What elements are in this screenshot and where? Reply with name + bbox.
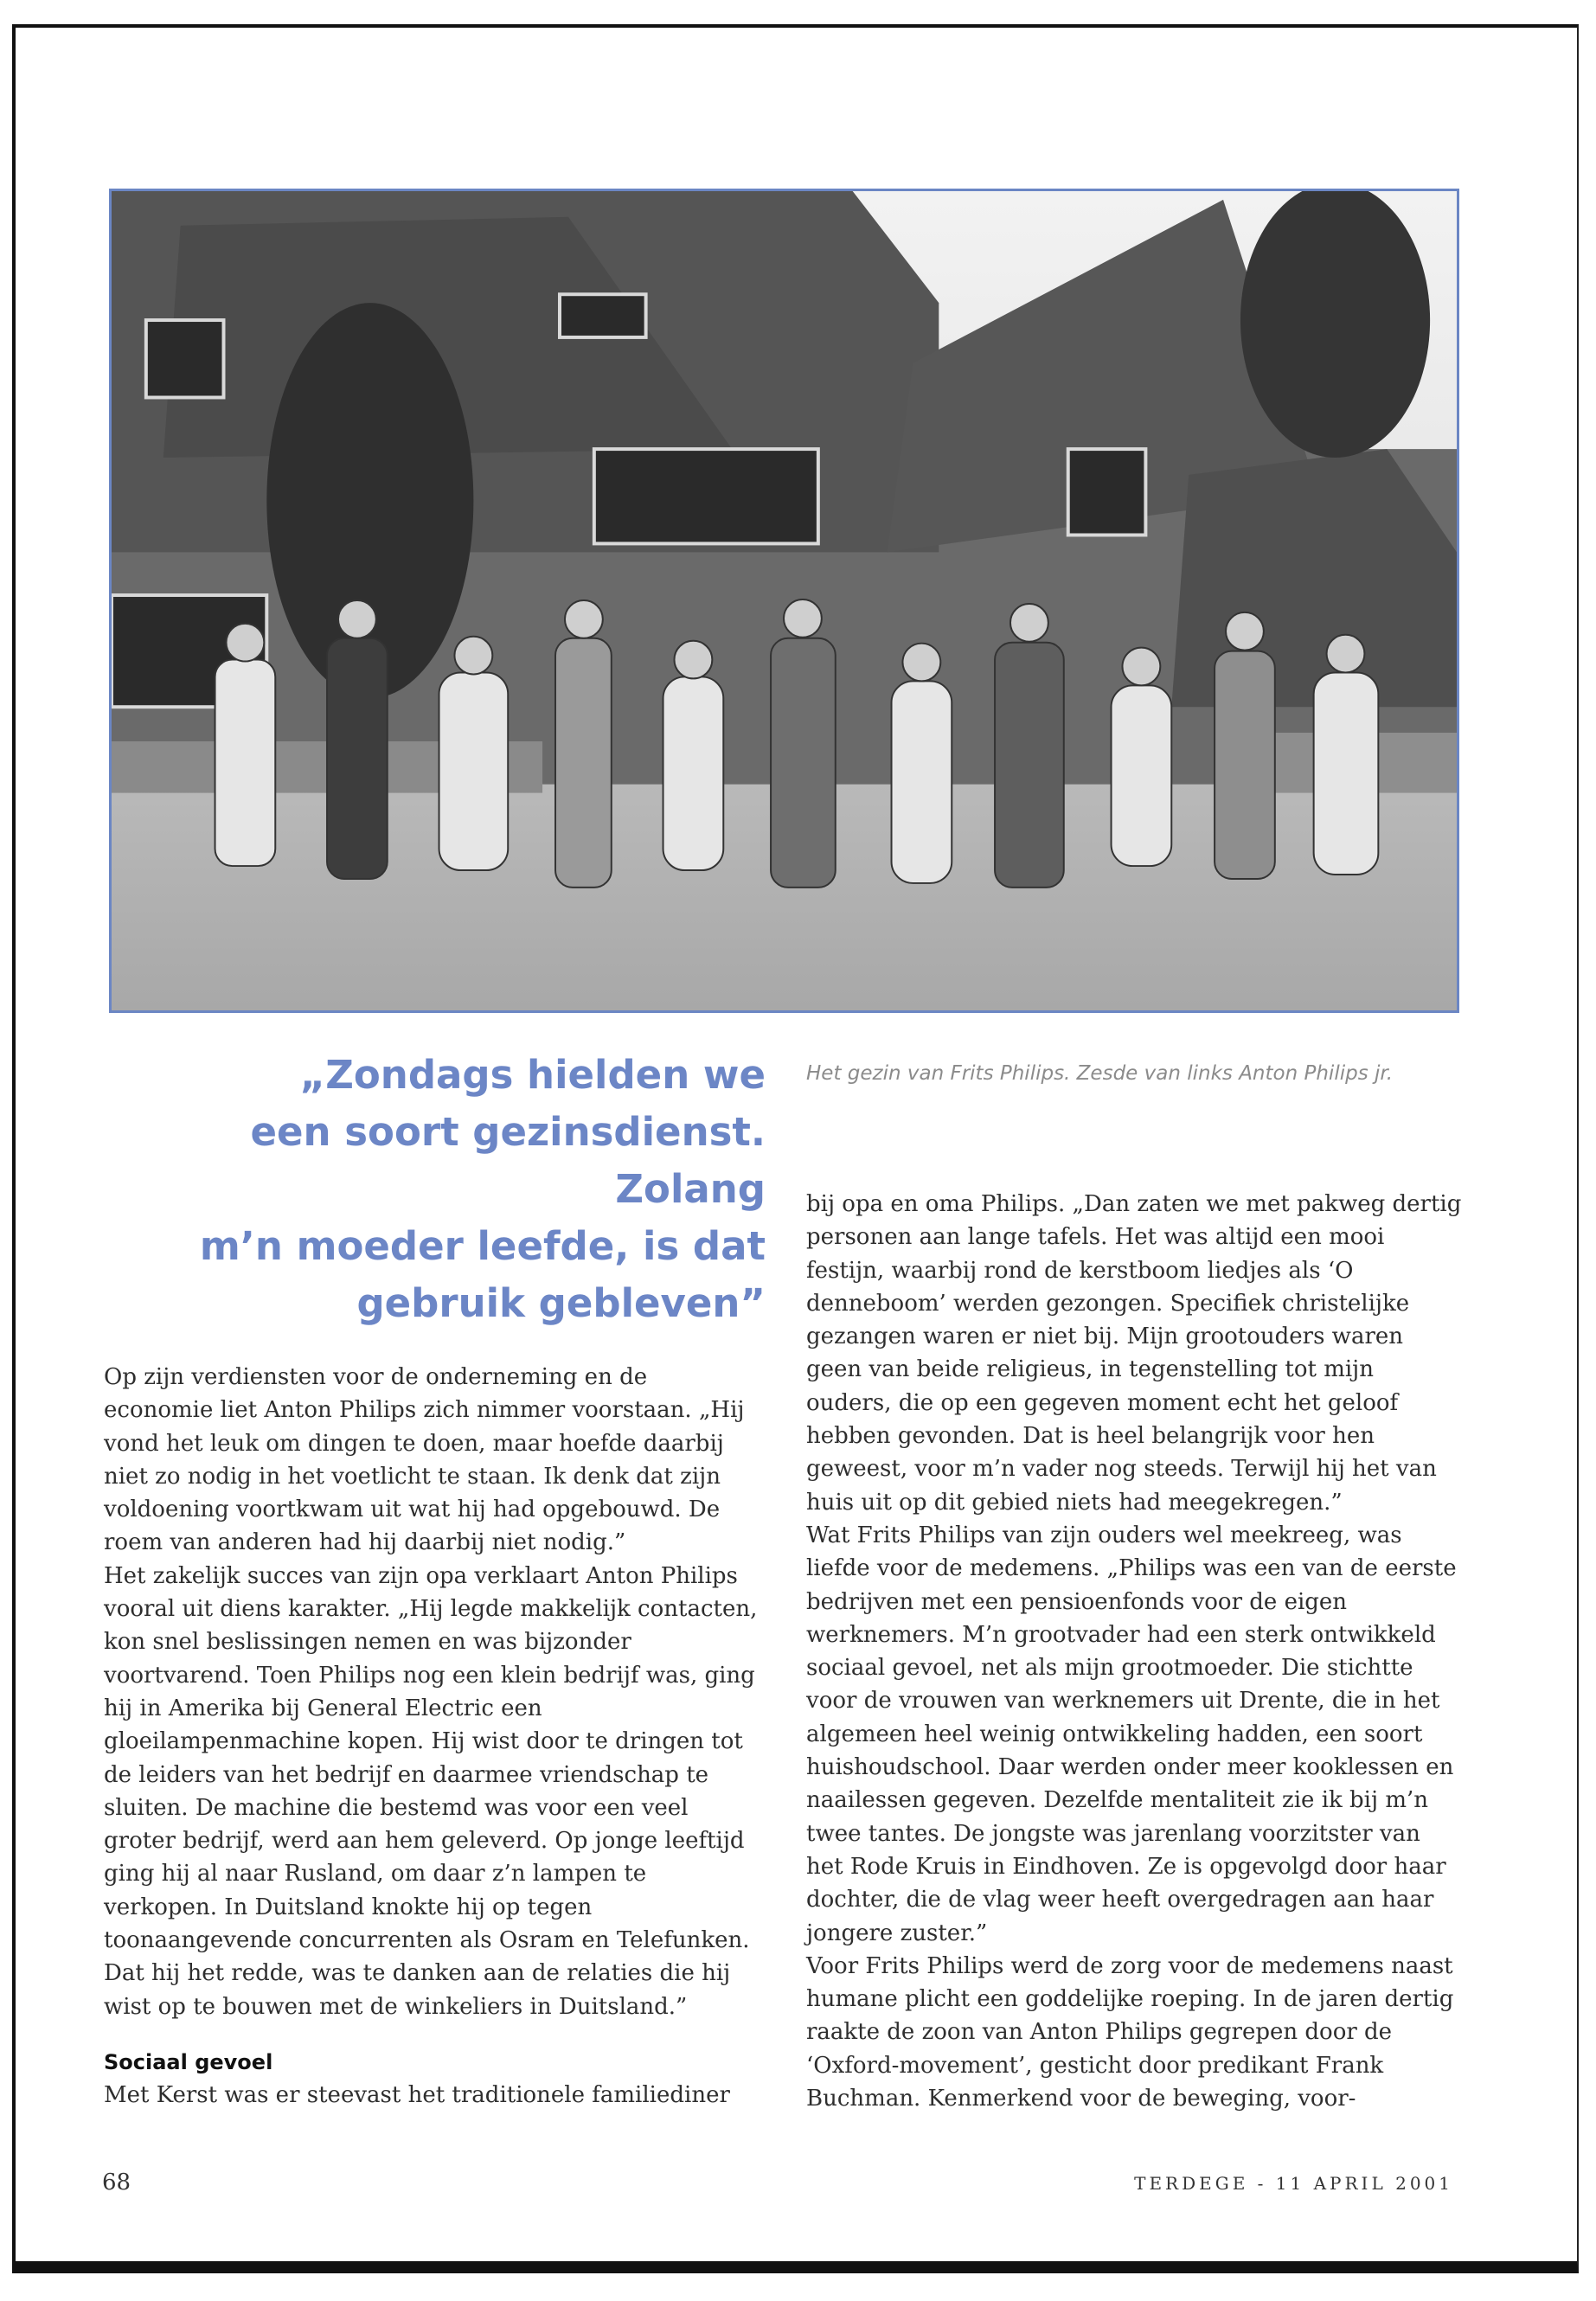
pull-quote-line: „Zondags hielden we: [299, 1052, 766, 1098]
paragraph: Voor Frits Philips werd de zorg voor de medemens naast humane plicht een goddelijke roeping. In de jaren dertig raakte de zoon van Anton Philips gegrepen door de ‘Oxford-movement’, gesticht door predikant Frank Buchman. Kenmerkend voor de beweging, voor-: [806, 1952, 1454, 2112]
paragraph: bij opa en oma Philips. „Dan zaten we met pakweg dertig personen aan lange tafels. Het was altijd een mooi festijn, waarbij rond de kerstboom liedjes als ‘O denneboom’ werden gezongen. Specifiek christelijke gezangen waren er niet bij. Mijn grootouders waren geen van beide religieus, in tegenstelling tot mijn ouders, die op een gegeven moment echt het geloof hebben gevonden. Dat is heel belangrijk voor hen geweest, voor m’n vader nog steeds. Terwijl hij het van huis uit op dit gebied niets had meegekregen.”: [806, 1191, 1462, 1516]
family-photo: [109, 189, 1459, 1013]
family-photo-icon: [112, 191, 1457, 1010]
pull-quote: [130, 1047, 766, 1332]
paragraph: Wat Frits Philips van zijn ouders wel meekreeg, was liefde voor de medemens. „Philips was een van de eerste bedrijven met een pensioenfonds voor de eigen werknemers. M’n grootvader had een sterk ontwikkeld sociaal gevoel, net als mijn grootmoeder. Die stichtte voor de vrouwen van werknemers uit Drente, die in het algemeen heel weinig ontwikkeling hadden, een soort huishoudschool. Daar werden onder meer kooklessen en naailessen gegeven. Dezelfde mentaliteit zie ik bij m’n twee tantes. De jongste was jarenlang voorzitster van het Rode Kruis in Eindhoven. Ze is opgevolgd door haar dochter, die de vlag weer heeft overgedragen aan haar jongere zuster.”: [806, 1522, 1457, 1946]
paragraph: Met Kerst was er steevast het traditionele familiediner: [104, 2082, 730, 2109]
pull-quote-line: een soort gezinsdienst. Zolang: [250, 1109, 766, 1212]
pull-quote-line: gebruik gebleven”: [356, 1280, 766, 1326]
paragraph: Op zijn verdiensten voor de onderneming en de economie liet Anton Philips zich nimmer voorstaan. „Hij vond het leuk om dingen te doen, maar hoefde daarbij niet zo nodig in het voetlicht te staan. Ik denk dat zijn voldoening voortkwam uit wat hij had opgebouwd. De roem van anderen had hij daarbij niet nodig.”: [104, 1364, 745, 1556]
paragraph: Het zakelijk succes van zijn opa verklaart Anton Philips vooral uit diens karakter. „Hij legde makkelijk contacten, kon snel beslissingen nemen en was bijzonder voortvarend. Toen Philips nog een klein bedrijf was, ging hij in Amerika bij General Electric een gloeilampenmachine kopen. Hij wist door te dringen tot de leiders van het bedrijf en daarmee vriendschap te sluiten. De machine die bestemd was voor een veel groter bedrijf, werd aan hem geleverd. Op jonge leeftijd ging hij al naar Rusland, om daar z’n lampen te verkopen. In Duitsland knokte hij op tegen toonaangevende concurrenten als Osram en Telefunken. Dat hij het redde, was te danken aan de relaties die hij wist op te bouwen met de winkeliers in Duitsland.”: [104, 1562, 758, 2020]
left-column: [104, 1361, 761, 2112]
pull-quote-line: m’n moeder leefde, is dat: [199, 1223, 766, 1269]
section-heading: Sociaal gevoel: [104, 2049, 273, 2074]
issue-line: TERDEGE - 11 APRIL 2001: [1134, 2173, 1453, 2194]
page-number: 68: [102, 2170, 131, 2195]
photo-caption: Het gezin van Frits Philips. Zesde van links Anton Philips jr.: [806, 1062, 1394, 1085]
right-column: [806, 1188, 1464, 2115]
